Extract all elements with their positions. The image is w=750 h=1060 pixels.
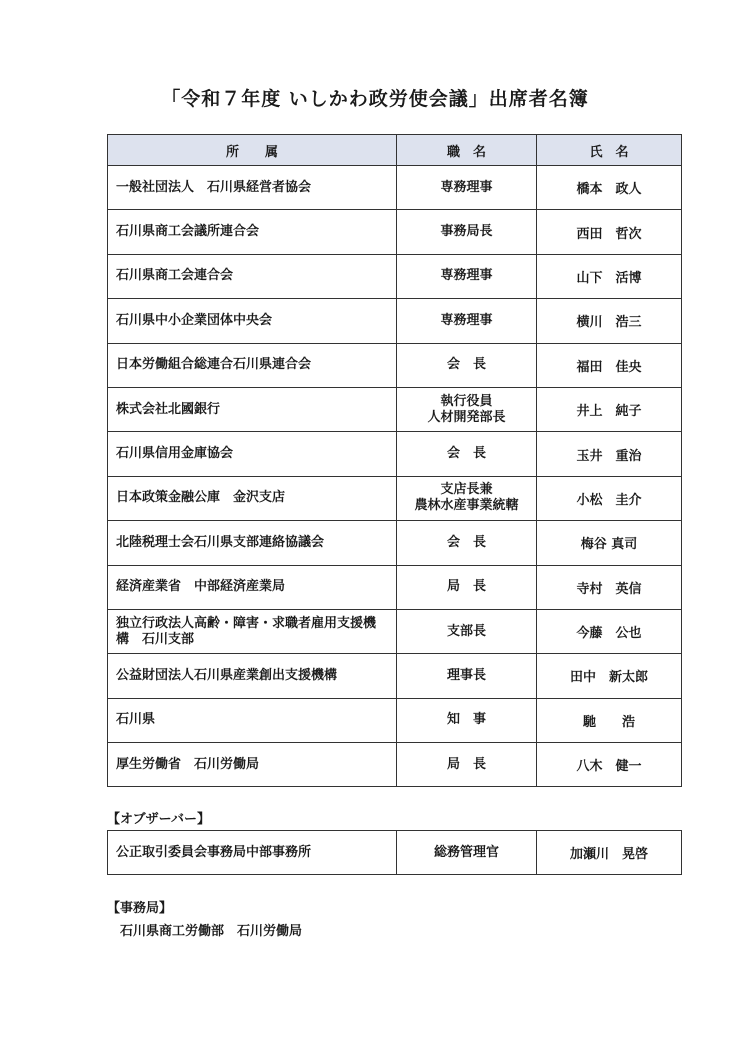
observer-label: 【オブザーバー】 [107, 812, 210, 827]
attendee-position: 会 長 [397, 343, 537, 387]
table-row [108, 565, 682, 609]
attendee-name: 井上 純子 [537, 387, 682, 431]
attendee-affiliation: 石川県商工会議所連合会 [108, 210, 397, 254]
attendee-name: 馳 浩 [537, 698, 682, 742]
attendee-affiliation: 日本労働組合総連合石川県連合会 [108, 343, 397, 387]
table-row [108, 387, 682, 431]
header-position: 職 名 [397, 135, 537, 166]
table-row [108, 521, 682, 565]
observer-position: 総務管理官 [397, 831, 537, 875]
table-row [108, 654, 682, 698]
page-title: 「令和７年度 いしかわ政労使会議」出席者名簿 [161, 88, 589, 110]
table-row [108, 609, 682, 653]
table-row [108, 343, 682, 387]
attendee-position: 理事長 [397, 654, 537, 698]
table-row [108, 166, 682, 210]
attendee-name: 寺村 英信 [537, 565, 682, 609]
attendee-name: 橋本 政人 [537, 166, 682, 210]
header-name: 氏 名 [537, 135, 682, 166]
attendee-affiliation: 公益財団法人石川県産業創出支援機構 [108, 654, 397, 698]
attendee-name: 今藤 公也 [537, 609, 682, 653]
attendee-name: 八木 健一 [537, 743, 682, 787]
secretariat-label: 【事務局】 [107, 901, 173, 916]
table-header-row [108, 135, 682, 166]
table-row [108, 831, 682, 875]
attendee-affiliation: 北陸税理士会石川県支部連絡協議会 [108, 521, 397, 565]
attendee-name: 田中 新太郎 [537, 654, 682, 698]
attendee-position: 知 事 [397, 698, 537, 742]
attendee-affiliation: 石川県中小企業団体中央会 [108, 299, 397, 343]
attendee-position: 専務理事 [397, 299, 537, 343]
attendee-affiliation: 独立行政法人高齢・障害・求職者雇用支援機構 石川支部 [108, 609, 397, 653]
attendee-affiliation: 一般社団法人 石川県経営者協会 [108, 166, 397, 210]
attendee-name: 山下 活博 [537, 254, 682, 298]
attendee-affiliation: 日本政策金融公庫 金沢支店 [108, 476, 397, 520]
attendee-position: 局 長 [397, 565, 537, 609]
observer-affiliation: 公正取引委員会事務局中部事務所 [108, 831, 397, 875]
attendee-position: 支店長兼 農林水産事業統轄 [397, 476, 537, 520]
table-row [108, 254, 682, 298]
observer-table [107, 830, 682, 875]
attendee-position: 専務理事 [397, 254, 537, 298]
attendee-position: 専務理事 [397, 166, 537, 210]
table-row [108, 210, 682, 254]
attendee-position: 会 長 [397, 432, 537, 476]
table-row [108, 432, 682, 476]
attendee-name: 横川 浩三 [537, 299, 682, 343]
table-row [108, 698, 682, 742]
attendee-name: 梅谷 真司 [537, 521, 682, 565]
secretariat-text: 石川県商工労働部 石川労働局 [120, 924, 303, 939]
header-affiliation: 所 属 [108, 135, 397, 166]
table-row [108, 299, 682, 343]
attendee-affiliation: 経済産業省 中部経済産業局 [108, 565, 397, 609]
observer-name: 加瀬川 晃啓 [537, 831, 682, 875]
attendee-affiliation: 石川県 [108, 698, 397, 742]
attendee-affiliation: 厚生労働省 石川労働局 [108, 743, 397, 787]
attendee-position: 局 長 [397, 743, 537, 787]
attendee-name: 福田 佳央 [537, 343, 682, 387]
attendee-affiliation: 石川県信用金庫協会 [108, 432, 397, 476]
attendee-position: 事務局長 [397, 210, 537, 254]
attendee-table [107, 134, 682, 787]
attendee-name: 西田 哲次 [537, 210, 682, 254]
attendee-position: 執行役員 人材開発部長 [397, 387, 537, 431]
table-row [108, 476, 682, 520]
attendee-name: 玉井 重治 [537, 432, 682, 476]
attendee-name: 小松 圭介 [537, 476, 682, 520]
attendee-affiliation: 石川県商工会連合会 [108, 254, 397, 298]
table-row [108, 743, 682, 787]
attendee-position: 支部長 [397, 609, 537, 653]
attendee-position: 会 長 [397, 521, 537, 565]
attendee-affiliation: 株式会社北國銀行 [108, 387, 397, 431]
